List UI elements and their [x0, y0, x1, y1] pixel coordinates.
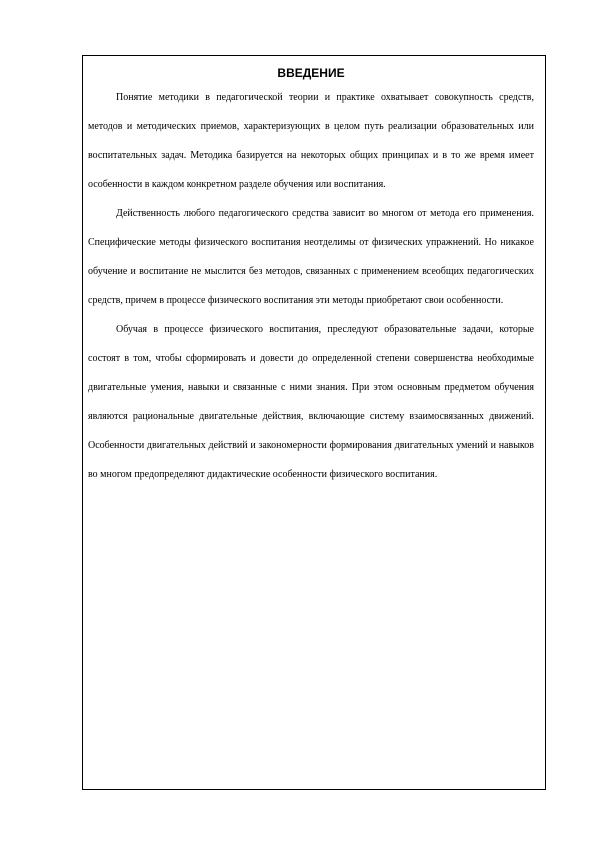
- paragraph-3: Обучая в процессе физического воспитания, преследуют образовательные задачи, которые состоят в том, чтобы сформировать и довести до определенной степени совершенства необходимые двигательные умения, навыки и связанные с ними знания. При этом основным предметом обучения являются рациональные двигательные действия, включающие систему взаимосвязанных движений. Особенности двигательных действий и закономерности формирования двигательных умений и навыков во многом предопределяют дидактические особенности физического воспитания.: [88, 324, 534, 480]
- paragraph-1: Понятие методики в педагогической теории и практике охватывает совокупность средств, методов и методических приемов, характеризующих в целом путь реализации образовательных или воспитательных задач. Методика базируется на некоторых общих принципах и в то же время имеет особенности в каждом конкретном разделе обучения или воспитания.: [88, 92, 534, 190]
- paragraph-2: Действенность любого педагогического средства зависит во многом от метода его применения. Специфические методы физического воспитания неотделимы от физических упражнений. Но никакое обучение и воспитание не мыслится без методов, связанных с применением всеобщих педагогических средств, причем в процессе физического воспитания эти методы приобретают свои особенности.: [88, 208, 534, 306]
- page-title: ВВЕДЕНИЕ: [277, 66, 345, 80]
- document-body: [88, 66, 534, 489]
